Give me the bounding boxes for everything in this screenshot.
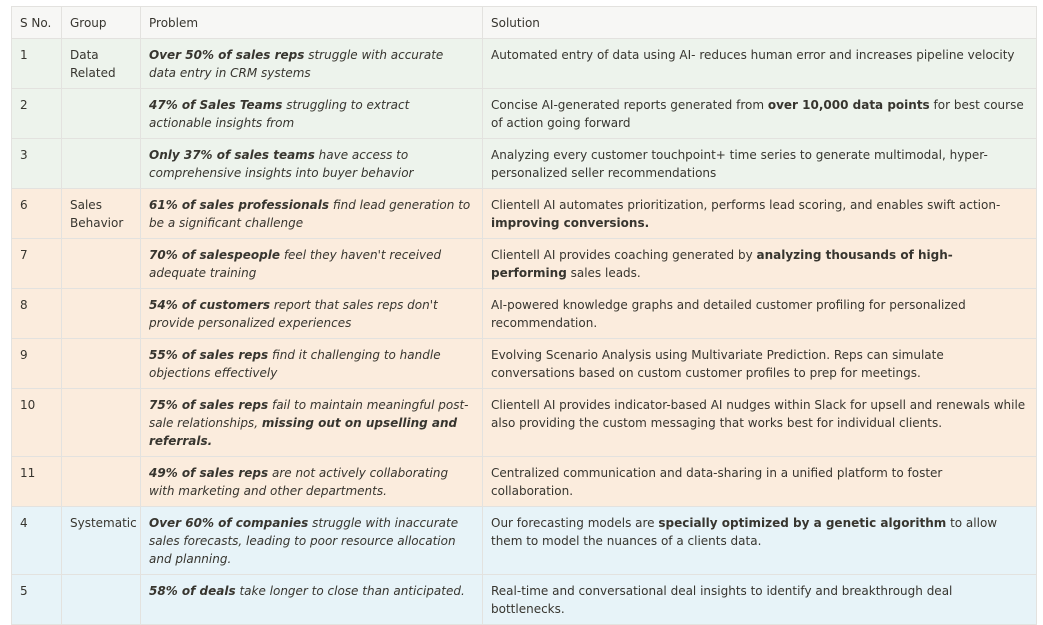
solution-segment: Clientell AI provides coaching generated by <box>491 248 757 262</box>
cell-group[interactable] <box>62 339 141 389</box>
table-row <box>12 239 1037 289</box>
table-row <box>12 39 1037 89</box>
problem-segment: 70% of salespeople <box>149 248 280 262</box>
cell-problem[interactable] <box>141 457 483 507</box>
problem-segment: feel they haven't received adequate training <box>149 248 442 280</box>
solution-segment: Concise AI-generated reports generated from <box>491 98 768 112</box>
table-row <box>12 457 1037 507</box>
cell-group[interactable]: Sales Behavior <box>62 189 141 239</box>
cell-sno[interactable]: 5 <box>12 575 62 625</box>
problem-segment: 58% of deals <box>149 584 236 598</box>
problem-segment: 49% of sales reps <box>149 466 269 480</box>
cell-solution[interactable] <box>483 575 1037 625</box>
cell-sno[interactable]: 7 <box>12 239 62 289</box>
cell-solution[interactable] <box>483 39 1037 89</box>
cell-sno[interactable]: 2 <box>12 89 62 139</box>
cell-group[interactable] <box>62 89 141 139</box>
problem-segment: struggle with inaccurate sales forecasts, leading to poor resource allocation and planning. <box>149 516 459 566</box>
cell-sno[interactable]: 11 <box>12 457 62 507</box>
table-row <box>12 389 1037 457</box>
cell-solution[interactable] <box>483 239 1037 289</box>
problem-segment: have access to comprehensive insights into buyer behavior <box>149 148 414 180</box>
cell-group[interactable] <box>62 457 141 507</box>
problem-segment: 47% of Sales Teams <box>149 98 283 112</box>
cell-problem[interactable] <box>141 389 483 457</box>
cell-sno[interactable]: 1 <box>12 39 62 89</box>
cell-group[interactable] <box>62 239 141 289</box>
cell-group[interactable] <box>62 139 141 189</box>
table-container <box>11 6 1036 625</box>
header-sno[interactable]: S No. <box>12 7 62 39</box>
problem-segment: find lead generation to be a significant challenge <box>149 198 471 230</box>
solution-segment: Analyzing every customer touchpoint+ time series to generate multimodal, hyper-personalized seller recommendations <box>491 148 988 180</box>
cell-group[interactable]: Data Related <box>62 39 141 89</box>
cell-sno[interactable]: 10 <box>12 389 62 457</box>
table-row <box>12 289 1037 339</box>
cell-group[interactable] <box>62 575 141 625</box>
cell-group[interactable]: Systematic <box>62 507 141 575</box>
table-row <box>12 89 1037 139</box>
header-solution[interactable]: Solution <box>483 7 1037 39</box>
problem-segment: struggle with accurate data entry in CRM systems <box>149 48 444 80</box>
problem-segment: 55% of sales reps <box>149 348 269 362</box>
header-problem[interactable]: Problem <box>141 7 483 39</box>
cell-problem[interactable] <box>141 575 483 625</box>
problem-segment: Only 37% of sales teams <box>149 148 315 162</box>
solution-segment: over 10,000 data points <box>767 98 930 112</box>
cell-problem[interactable] <box>141 507 483 575</box>
problem-segment: 54% of customers <box>149 298 271 312</box>
problem-segment: 61% of sales professionals <box>149 198 330 212</box>
table-body <box>12 39 1037 625</box>
solution-segment: sales leads. <box>566 266 641 280</box>
table-row <box>12 575 1037 625</box>
header-group[interactable]: Group <box>62 7 141 39</box>
cell-problem[interactable] <box>141 339 483 389</box>
cell-sno[interactable]: 6 <box>12 189 62 239</box>
solution-segment: Real-time and conversational deal insights to identify and breakthrough deal bottlenecks. <box>491 584 953 616</box>
table-row <box>12 139 1037 189</box>
solution-segment: for best course of action going forward <box>491 98 1024 130</box>
solution-segment: Clientell AI provides indicator-based AI nudges within Slack for upsell and renewals while also providing the custom messaging that works best for individual clients. <box>491 398 1026 430</box>
cell-problem[interactable] <box>141 289 483 339</box>
cell-problem[interactable] <box>141 139 483 189</box>
problem-segment: Over 50% of sales reps <box>149 48 305 62</box>
problem-segment: report that sales reps don't provide personalized experiences <box>149 298 438 330</box>
problem-segment: are not actively collaborating with marketing and other departments. <box>149 466 449 498</box>
cell-sno[interactable]: 3 <box>12 139 62 189</box>
table-row <box>12 507 1037 575</box>
cell-solution[interactable] <box>483 89 1037 139</box>
problem-segment: missing out on upselling and referrals. <box>149 416 458 448</box>
cell-problem[interactable] <box>141 189 483 239</box>
cell-solution[interactable] <box>483 339 1037 389</box>
cell-solution[interactable] <box>483 389 1037 457</box>
problem-segment: take longer to close than anticipated. <box>235 584 465 598</box>
cell-sno[interactable]: 9 <box>12 339 62 389</box>
header-row <box>12 7 1037 39</box>
cell-solution[interactable] <box>483 457 1037 507</box>
problem-segment: 75% of sales reps <box>149 398 269 412</box>
cell-solution[interactable] <box>483 189 1037 239</box>
solution-segment: improving conversions. <box>491 216 650 230</box>
problem-segment: find it challenging to handle objections effectively <box>149 348 441 380</box>
problem-solution-table <box>11 6 1037 625</box>
table-row <box>12 189 1037 239</box>
cell-problem[interactable] <box>141 239 483 289</box>
solution-segment: Centralized communication and data-sharing in a unified platform to foster collaboration. <box>491 466 943 498</box>
cell-group[interactable] <box>62 389 141 457</box>
cell-solution[interactable] <box>483 289 1037 339</box>
solution-segment: Evolving Scenario Analysis using Multivariate Prediction. Reps can simulate conversations based on custom customer profiles to prep for meetings. <box>491 348 944 380</box>
solution-segment: specially optimized by a genetic algorithm <box>658 516 947 530</box>
cell-problem[interactable] <box>141 39 483 89</box>
cell-sno[interactable]: 4 <box>12 507 62 575</box>
cell-solution[interactable] <box>483 139 1037 189</box>
cell-problem[interactable] <box>141 89 483 139</box>
problem-segment: Over 60% of companies <box>149 516 309 530</box>
problem-segment: fail to maintain meaningful post-sale relationships, <box>149 398 469 430</box>
table-row <box>12 339 1037 389</box>
solution-segment: AI-powered knowledge graphs and detailed customer profiling for personalized recommendation. <box>491 298 966 330</box>
solution-segment: Clientell AI automates prioritization, performs lead scoring, and enables swift action- <box>491 198 1001 212</box>
cell-group[interactable] <box>62 289 141 339</box>
solution-segment: Our forecasting models are <box>491 516 659 530</box>
cell-solution[interactable] <box>483 507 1037 575</box>
solution-segment: to allow them to model the nuances of a clients data. <box>491 516 998 548</box>
solution-segment: analyzing thousands of high-performing <box>491 248 953 280</box>
problem-segment: struggling to extract actionable insights from <box>149 98 410 130</box>
cell-sno[interactable]: 8 <box>12 289 62 339</box>
solution-segment: Automated entry of data using AI- reduces human error and increases pipeline velocity <box>491 48 1015 62</box>
